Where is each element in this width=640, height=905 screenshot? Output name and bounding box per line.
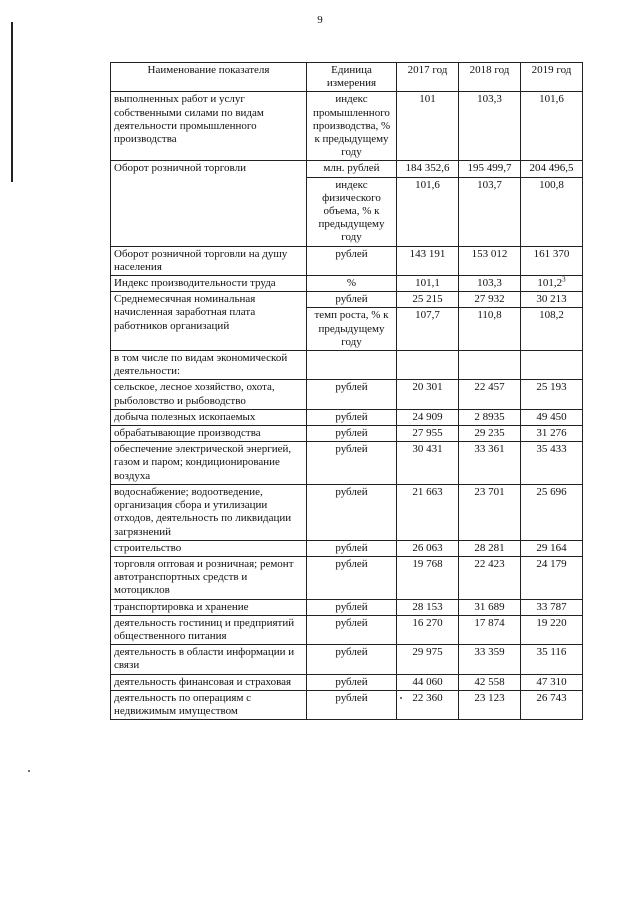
value-2018: 42 558 bbox=[459, 674, 521, 690]
row-name: строительство bbox=[111, 540, 307, 556]
value-2018: 153 012 bbox=[459, 246, 521, 275]
row-unit: рублей bbox=[307, 615, 397, 644]
value-2019: 108,2 bbox=[521, 308, 583, 351]
value-2018: 23 701 bbox=[459, 484, 521, 540]
row-name: деятельность гостиниц и предприятий общественного питания bbox=[111, 615, 307, 644]
row-name: обеспечение электрической энергией, газом и паром; кондиционирование воздуха bbox=[111, 442, 307, 485]
table-row bbox=[111, 426, 583, 442]
value-2018: 31 689 bbox=[459, 599, 521, 615]
row-name: деятельность в области информации и связи bbox=[111, 645, 307, 674]
value-2017: 21 663 bbox=[397, 484, 459, 540]
row-name: Индекс производительности труда bbox=[111, 276, 307, 292]
value-2019: 29 164 bbox=[521, 540, 583, 556]
row-unit: рублей bbox=[307, 645, 397, 674]
value-2018: 17 874 bbox=[459, 615, 521, 644]
table-row bbox=[111, 674, 583, 690]
row-unit: рублей bbox=[307, 690, 397, 719]
value-2017: 20 301 bbox=[397, 380, 459, 409]
row-unit: рублей bbox=[307, 599, 397, 615]
value-2018: 103,3 bbox=[459, 276, 521, 292]
row-unit: индекс промышленного производства, % к предыдущему году bbox=[307, 92, 397, 161]
value-2018: 195 499,7 bbox=[459, 161, 521, 177]
value-2017: 143 191 bbox=[397, 246, 459, 275]
row-unit: индекс физического объема, % к предыдущему году bbox=[307, 177, 397, 246]
value-2017: 26 063 bbox=[397, 540, 459, 556]
value-2017: 101,6 bbox=[397, 177, 459, 246]
row-name: торговля оптовая и розничная; ремонт автотранспортных средств и мотоциклов bbox=[111, 556, 307, 599]
value-2017: 101,1 bbox=[397, 276, 459, 292]
value-2017: 24 909 bbox=[397, 409, 459, 425]
value-2019: 204 496,5 bbox=[521, 161, 583, 177]
table-row bbox=[111, 540, 583, 556]
value-2017: 30 431 bbox=[397, 442, 459, 485]
row-name: деятельность финансовая и страховая bbox=[111, 674, 307, 690]
value-2017: 107,7 bbox=[397, 308, 459, 351]
value-2018: 103,7 bbox=[459, 177, 521, 246]
row-unit: рублей bbox=[307, 380, 397, 409]
row-unit: темп роста, % к предыдущему году bbox=[307, 308, 397, 351]
value-2018: 33 359 bbox=[459, 645, 521, 674]
row-name bbox=[111, 177, 307, 246]
value-2019: 33 787 bbox=[521, 599, 583, 615]
indicators-table bbox=[110, 62, 583, 720]
header-row bbox=[111, 63, 583, 92]
table-row bbox=[111, 177, 583, 246]
header-2018: 2018 год bbox=[459, 63, 521, 92]
row-name: выполненных работ и услуг собственными силами по видам деятельности промышленного производства bbox=[111, 92, 307, 161]
table-row bbox=[111, 292, 583, 308]
row-unit: млн. рублей bbox=[307, 161, 397, 177]
row-name: сельское, лесное хозяйство, охота, рыболовство и рыбоводство bbox=[111, 380, 307, 409]
row-name: Оборот розничной торговли на душу населения bbox=[111, 246, 307, 275]
value-2018: 23 123 bbox=[459, 690, 521, 719]
value-2019: 25 193 bbox=[521, 380, 583, 409]
row-unit: рублей bbox=[307, 556, 397, 599]
value-2017 bbox=[397, 351, 459, 380]
row-unit: рублей bbox=[307, 442, 397, 485]
value-2018: 22 457 bbox=[459, 380, 521, 409]
value-2019: 161 370 bbox=[521, 246, 583, 275]
row-name: деятельность по операциям с недвижимым имуществом bbox=[111, 690, 307, 719]
row-unit bbox=[307, 351, 397, 380]
value-2017: 44 060 bbox=[397, 674, 459, 690]
value-2017: 22 360 bbox=[397, 690, 459, 719]
row-unit: рублей bbox=[307, 409, 397, 425]
row-unit: рублей bbox=[307, 292, 397, 308]
page-number: 9 bbox=[317, 14, 323, 26]
value-2018: 2 8935 bbox=[459, 409, 521, 425]
row-name: водоснабжение; водоотведение, организация сбора и утилизации отходов, деятельность по ликвидации загрязнений bbox=[111, 484, 307, 540]
row-name: Оборот розничной торговли bbox=[111, 161, 307, 177]
table-row bbox=[111, 484, 583, 540]
value-2018 bbox=[459, 351, 521, 380]
header-unit: Единица измерения bbox=[307, 63, 397, 92]
row-name: добыча полезных ископаемых bbox=[111, 409, 307, 425]
table-row bbox=[111, 442, 583, 485]
value-2019: 26 743 bbox=[521, 690, 583, 719]
row-name: Среднемесячная номинальная начисленная заработная плата работников организаций bbox=[111, 292, 307, 351]
table-row bbox=[111, 161, 583, 177]
value-2018: 27 932 bbox=[459, 292, 521, 308]
value-2018: 110,8 bbox=[459, 308, 521, 351]
value-2018: 28 281 bbox=[459, 540, 521, 556]
value-2018: 103,3 bbox=[459, 92, 521, 161]
row-unit: % bbox=[307, 276, 397, 292]
header-name: Наименование показателя bbox=[111, 63, 307, 92]
value-2019 bbox=[521, 351, 583, 380]
margin-dot bbox=[28, 770, 30, 772]
margin-mark bbox=[11, 22, 13, 182]
value-2019: 35 116 bbox=[521, 645, 583, 674]
table-row bbox=[111, 645, 583, 674]
value-2019: 100,8 bbox=[521, 177, 583, 246]
table-row bbox=[111, 556, 583, 599]
value-2017: 28 153 bbox=[397, 599, 459, 615]
table-row bbox=[111, 92, 583, 161]
value-2019-number: 101,2 bbox=[537, 277, 563, 290]
value-2017: 184 352,6 bbox=[397, 161, 459, 177]
value-2019: 19 220 bbox=[521, 615, 583, 644]
row-name: в том числе по видам экономической деятельности: bbox=[111, 351, 307, 380]
header-2017: 2017 год bbox=[397, 63, 459, 92]
row-name: транспортировка и хранение bbox=[111, 599, 307, 615]
value-2019 bbox=[521, 276, 583, 292]
value-2017: 101 bbox=[397, 92, 459, 161]
table-row bbox=[111, 615, 583, 644]
row-unit: рублей bbox=[307, 484, 397, 540]
row-unit: рублей bbox=[307, 246, 397, 275]
table-row bbox=[111, 351, 583, 380]
value-2019: 35 433 bbox=[521, 442, 583, 485]
value-2018: 33 361 bbox=[459, 442, 521, 485]
table-row bbox=[111, 690, 583, 719]
header-2019: 2019 год bbox=[521, 63, 583, 92]
footnote-mark: 3 bbox=[562, 275, 566, 284]
row-unit: рублей bbox=[307, 426, 397, 442]
value-2019: 31 276 bbox=[521, 426, 583, 442]
value-2017: 25 215 bbox=[397, 292, 459, 308]
row-name: обрабатывающие производства bbox=[111, 426, 307, 442]
value-2017: 16 270 bbox=[397, 615, 459, 644]
value-2019: 101,6 bbox=[521, 92, 583, 161]
row-unit: рублей bbox=[307, 674, 397, 690]
value-2019: 49 450 bbox=[521, 409, 583, 425]
value-2019: 30 213 bbox=[521, 292, 583, 308]
row-unit: рублей bbox=[307, 540, 397, 556]
value-2017: 29 975 bbox=[397, 645, 459, 674]
table-row bbox=[111, 380, 583, 409]
value-2019: 25 696 bbox=[521, 484, 583, 540]
value-2018: 29 235 bbox=[459, 426, 521, 442]
table-row bbox=[111, 599, 583, 615]
value-2019: 47 310 bbox=[521, 674, 583, 690]
value-2017: 19 768 bbox=[397, 556, 459, 599]
value-2019: 24 179 bbox=[521, 556, 583, 599]
value-2017: 27 955 bbox=[397, 426, 459, 442]
table-row bbox=[111, 409, 583, 425]
value-2018: 22 423 bbox=[459, 556, 521, 599]
table-row bbox=[111, 276, 583, 292]
table-row bbox=[111, 246, 583, 275]
